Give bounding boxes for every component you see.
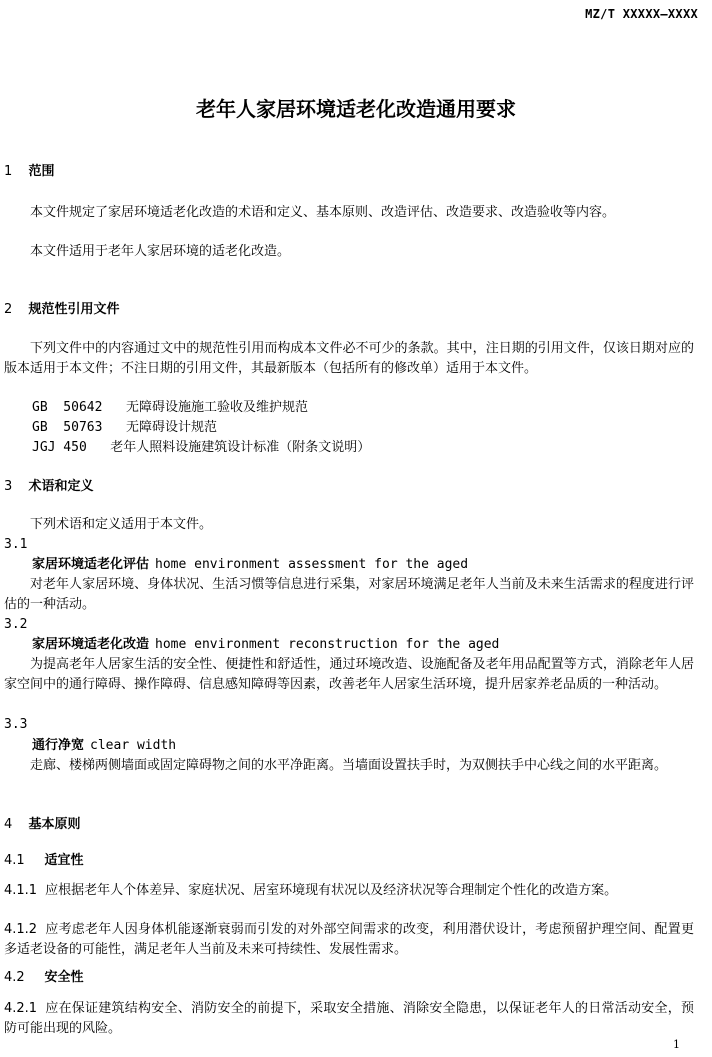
subsection-4-1-heading — [4, 851, 694, 871]
reference-code: GB 50642 — [32, 400, 103, 415]
clause-number: 4.1.1 — [4, 883, 38, 898]
section-1-paragraph-1: 本文件规定了家居环境适老化改造的术语和定义、基本原则、改造评估、改造要求、改造验收等内容。 — [30, 205, 616, 220]
section-title: 术语和定义 — [28, 479, 94, 494]
reference-item — [4, 438, 712, 458]
term-entry — [4, 555, 712, 575]
term-chinese: 通行净宽 — [32, 738, 85, 753]
section-3-intro: 下列术语和定义适用于本文件。 — [30, 517, 213, 532]
reference-code: GB 50763 — [32, 420, 103, 435]
term-number: 3.2 — [4, 617, 28, 632]
reference-item — [4, 418, 712, 438]
term-english: home environment reconstruction for the aged — [155, 637, 500, 652]
clause-text: 应在保证建筑结构安全、消防安全的前提下，采取安全措施、消除安全隐患，以保证老年人的日常活动安全，预防可能出现的风险。 — [4, 1001, 694, 1036]
term-english: home environment assessment for the aged — [155, 557, 469, 572]
clause-4-2-1 — [4, 999, 694, 1039]
reference-title: 无障碍设施施工验收及维护规范 — [125, 400, 308, 415]
term-number: 3.1 — [4, 537, 28, 552]
clause-text: 应根据老年人个体差异、家庭状况、居室环境现有状况以及经济状况等合理制定个性化的改造方案。 — [45, 883, 618, 898]
subsection-title: 安全性 — [44, 970, 84, 985]
term-definition: 为提高老年人居家生活的安全性、便捷性和舒适性，通过环境改造、设施配备及老年用品配置等方式，消除老年人居家空间中的通行障碍、操作障碍、信息感知障碍等因素，改善老年人居家生活环境，提升居家养老品质的一种活动。 — [4, 657, 694, 692]
page-number: 1 — [673, 1038, 680, 1051]
clause-4-1-1 — [4, 881, 694, 901]
clause-number: 4.2.1 — [4, 1001, 38, 1016]
section-title: 规范性引用文件 — [28, 302, 120, 317]
reference-title: 老年人照料设施建筑设计标准（附条文说明） — [110, 440, 371, 455]
reference-code: JGJ 450 — [32, 440, 87, 455]
section-4-heading — [4, 815, 694, 835]
subsection-number: 4.1 — [4, 853, 25, 868]
section-1-paragraph-2: 本文件适用于老年人家居环境的适老化改造。 — [30, 244, 291, 259]
clause-number: 4.1.2 — [4, 922, 38, 937]
clause-text: 应考虑老年人因身体机能逐渐衰弱而引发的对外部空间需求的改变，利用潜伏设计，考虑预留护理空间、配置更多适老设备的可能性，满足老年人当前及未来可持续性、发展性需求。 — [4, 922, 694, 957]
section-number: 1 — [4, 164, 13, 179]
term-definition: 对老年人家居环境、身体状况、生活习惯等信息进行采集，对家居环境满足老年人当前及未来生活需求的程度进行评估的一种活动。 — [4, 577, 694, 612]
term-entry — [4, 736, 712, 756]
term-number: 3.3 — [4, 717, 28, 732]
term-definition: 走廊、楼梯两侧墙面或固定障碍物之间的水平净距离。当墙面设置扶手时，为双侧扶手中心线之间的水平距离。 — [30, 758, 668, 773]
term-entry — [4, 635, 712, 655]
reference-title: 无障碍设计规范 — [125, 420, 217, 435]
section-number: 4 — [4, 817, 13, 832]
section-2-heading — [4, 300, 694, 320]
section-number: 3 — [4, 479, 13, 494]
section-1-heading — [4, 162, 694, 182]
section-3-heading — [4, 477, 694, 497]
section-title: 范围 — [28, 164, 55, 179]
document-title: 老年人家居环境适老化改造通用要求 — [196, 97, 516, 121]
term-chinese: 家居环境适老化改造 — [32, 637, 150, 652]
section-number: 2 — [4, 302, 13, 317]
section-2-paragraph: 下列文件中的内容通过文中的规范性引用而构成本文件必不可少的条款。其中，注日期的引用文件，仅该日期对应的版本适用于本文件；不注日期的引用文件，其最新版本（包括所有的修改单）适用于本文件。 — [4, 341, 694, 376]
term-chinese: 家居环境适老化评估 — [32, 557, 150, 572]
section-title: 基本原则 — [28, 817, 81, 832]
document-code: MZ/T XXXXX—XXXX — [585, 7, 698, 21]
term-english: clear width — [90, 738, 177, 753]
subsection-number: 4.2 — [4, 970, 25, 985]
subsection-4-2-heading — [4, 968, 694, 988]
clause-4-1-2 — [4, 920, 694, 960]
subsection-title: 适宜性 — [44, 853, 84, 868]
reference-item — [4, 398, 712, 418]
